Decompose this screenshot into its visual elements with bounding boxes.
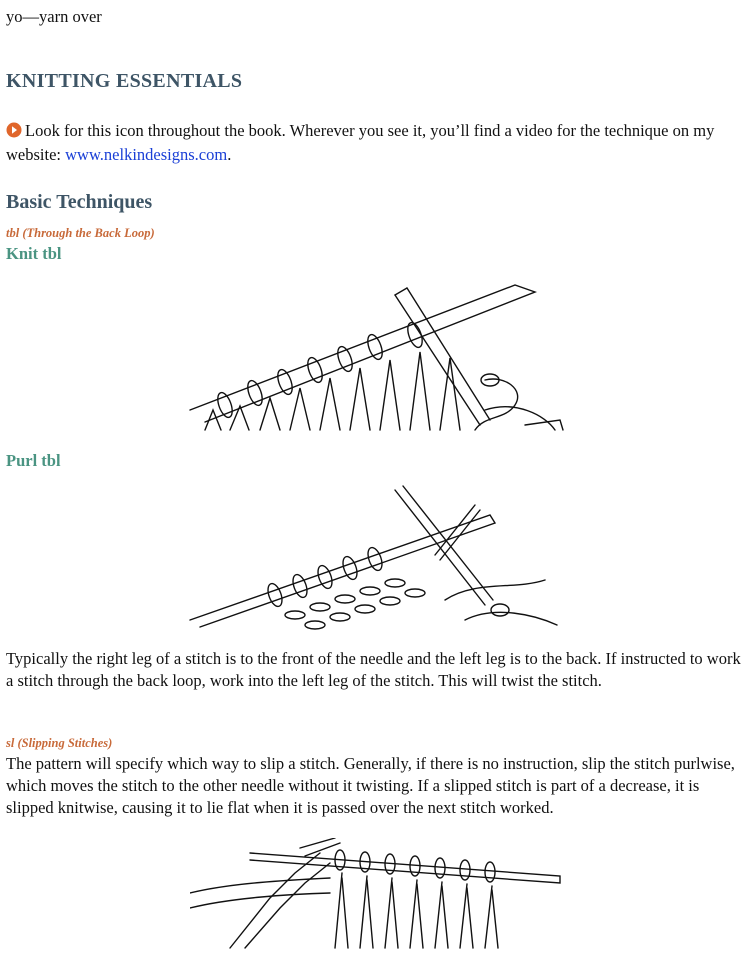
purl-tbl-illustration: [185, 485, 565, 635]
basic-techniques-title: Basic Techniques: [6, 191, 153, 213]
yarn-over-line: yo—yarn over: [6, 7, 102, 26]
slipping-label: sl (Slipping Stitches): [6, 736, 113, 750]
knit-tbl-illustration: [185, 280, 565, 435]
slip-stitch-illustration: [190, 838, 565, 950]
tbl-paragraph: Typically the right leg of a stitch is to the front of the needle and the left leg is to the back. If instructed to work a stitch through the back loop, work into the left leg of the stitch. This will twist the stitch.: [6, 649, 741, 690]
intro-text: Look for this icon throughout the book. Wherever you see it, you’ll find a video for the technique on my website:: [6, 121, 715, 164]
play-circle-icon[interactable]: [6, 122, 22, 144]
website-link[interactable]: www.nelkindesigns.com: [65, 145, 228, 164]
intro-text-end: .: [227, 145, 232, 164]
knit-tbl-heading: Knit tbl: [6, 244, 62, 263]
tbl-label: tbl (Through the Back Loop): [6, 226, 155, 240]
intro-paragraph: [6, 120, 746, 166]
purl-tbl-heading: Purl tbl: [6, 451, 61, 470]
section-title: KNITTING ESSENTIALS: [6, 70, 243, 92]
slipping-paragraph: The pattern will specify which way to slip a stitch. Generally, if there is no instruction, slip the stitch purlwise, which moves the stitch to the other needle without it twisting. If a slipped stitch is part of a decrease, it is slipped knitwise, causing it to lie flat when it is passed over the next stitch worked.: [6, 754, 735, 817]
